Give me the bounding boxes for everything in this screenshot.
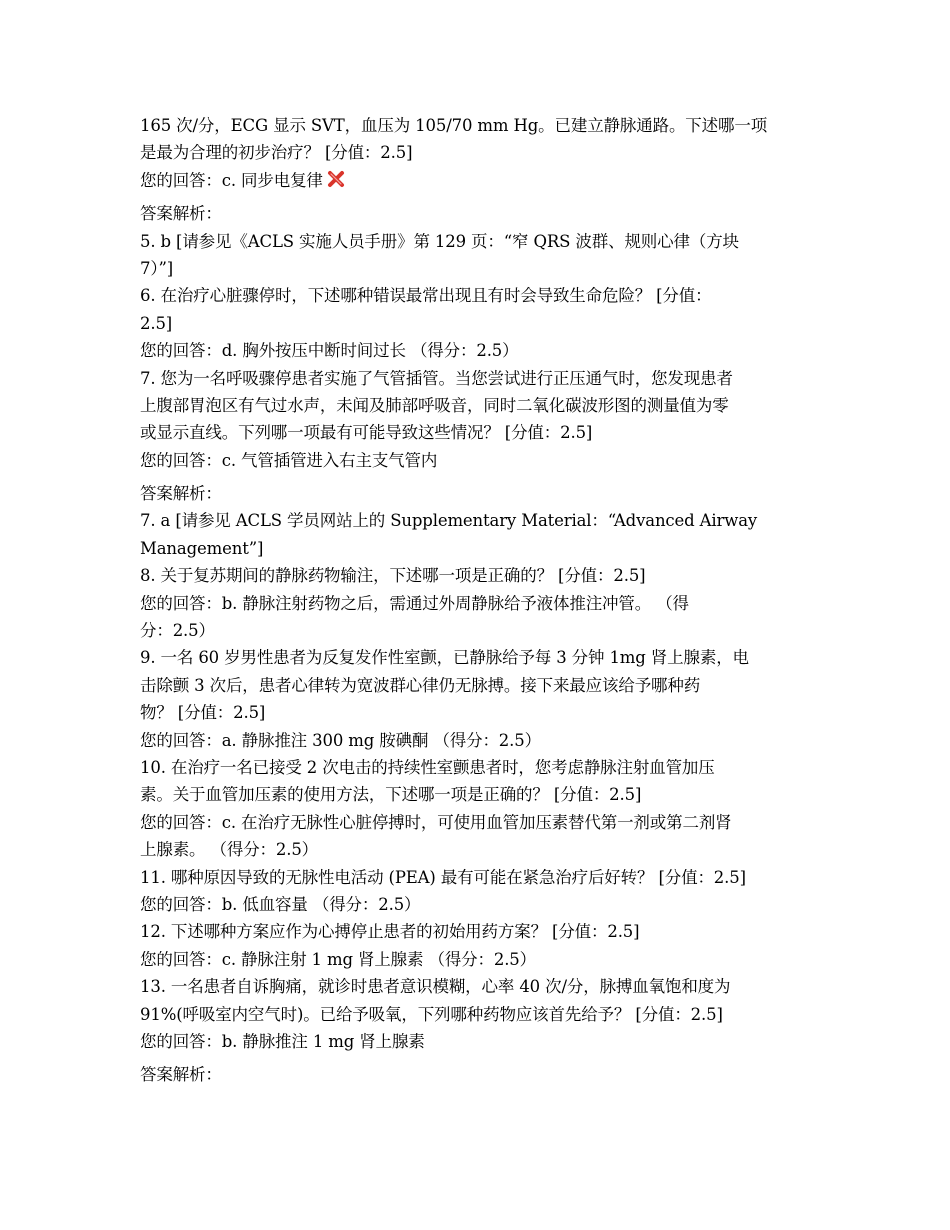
paragraph	[140, 864, 816, 891]
line-text: 6. 在治疗心脏骤停时，下述哪种错误最常出现且有时会导致生命危险？ [分值：	[140, 286, 712, 306]
text-line	[140, 781, 816, 808]
text-line	[140, 699, 816, 726]
paragraph	[140, 891, 816, 918]
paragraph	[140, 365, 816, 447]
paragraph	[140, 809, 816, 864]
text-line	[140, 1028, 816, 1055]
text-line	[140, 754, 816, 781]
text-line	[140, 672, 816, 699]
text-line	[140, 535, 816, 562]
text-line	[140, 507, 816, 534]
line-text: 答案解析：	[140, 204, 222, 224]
document-page	[140, 112, 816, 1089]
text-line	[140, 228, 816, 255]
paragraph	[140, 918, 816, 945]
paragraph	[140, 282, 816, 337]
line-text: 您的回答：d. 胸外按压中断时间过长 （得分：2.5）	[140, 341, 519, 361]
text-line	[140, 255, 816, 282]
line-text: 10. 在治疗一名已接受 2 次电击的持续性室颤患者时，您考虑静脉注射血管加压	[140, 757, 715, 777]
line-text: 11. 哪种原因导致的无脉性电活动 (PEA) 最有可能在紧急治疗后好转？ [分值：2.5]	[140, 867, 746, 887]
text-line	[140, 809, 816, 836]
line-text: 您的回答：c. 在治疗无脉性心脏停搏时，可使用血管加压素替代第一剂或第二剂肾	[140, 812, 732, 832]
paragraph	[140, 973, 816, 1028]
paragraph	[140, 1061, 816, 1088]
paragraph	[140, 946, 816, 973]
paragraph	[140, 167, 816, 194]
text-line	[140, 617, 816, 644]
line-text: 您的回答：b. 低血容量 （得分：2.5）	[140, 894, 421, 914]
line-text: 7. 您为一名呼吸骤停患者实施了气管插管。当您尝试进行正压通气时，您发现患者	[140, 368, 733, 388]
paragraph	[140, 1028, 816, 1055]
text-line	[140, 973, 816, 1000]
text-line	[140, 419, 816, 446]
text-line	[140, 918, 816, 945]
paragraph	[140, 447, 816, 474]
paragraph	[140, 507, 816, 562]
paragraph	[140, 754, 816, 809]
paragraph	[140, 727, 816, 754]
text-line	[140, 139, 816, 166]
cross-mark-icon	[327, 169, 345, 196]
line-text: 击除颤 3 次后，患者心律转为宽波群心律仍无脉搏。接下来最应该给予哪种药	[140, 675, 701, 695]
paragraph	[140, 590, 816, 645]
text-line	[140, 644, 816, 671]
text-line	[140, 891, 816, 918]
paragraph	[140, 228, 816, 283]
line-text: Management”]	[140, 538, 264, 558]
line-text: 素。关于血管加压素的使用方法，下述哪一项是正确的？ [分值：2.5]	[140, 785, 642, 805]
line-text: 13. 一名患者自诉胸痛，就诊时患者意识模糊，心率 40 次/分，脉搏血氧饱和度为	[140, 977, 731, 997]
line-text: 您的回答：a. 静脉推注 300 mg 胺碘酮 （得分：2.5）	[140, 730, 541, 750]
text-line	[140, 836, 816, 863]
text-line	[140, 864, 816, 891]
text-line	[140, 365, 816, 392]
line-text: 5. b [请参见《ACLS 实施人员手册》第 129 页：“窄 QRS 波群、规则心律（方块	[140, 231, 739, 251]
text-line	[140, 392, 816, 419]
line-text: 9. 一名 60 岁男性患者为反复发作性室颤，已静脉给予每 3 分钟 1mg 肾上腺素，电	[140, 648, 749, 668]
paragraph	[140, 644, 816, 726]
line-text: 8. 关于复苏期间的静脉药物输注，下述哪一项是正确的？ [分值：2.5]	[140, 566, 646, 586]
paragraph	[140, 112, 816, 167]
text-line	[140, 480, 816, 507]
text-line	[140, 562, 816, 589]
line-text: 分：2.5）	[140, 621, 215, 641]
paragraph	[140, 200, 816, 227]
text-line	[140, 310, 816, 337]
text-line	[140, 727, 816, 754]
line-text: 物？ [分值：2.5]	[140, 703, 266, 723]
line-text: 165 次/分，ECG 显示 SVT，血压为 105/70 mm Hg。已建立静脉通路。下述哪一项	[140, 116, 768, 135]
text-line	[140, 1001, 816, 1028]
line-text: 您的回答：c. 静脉注射 1 mg 肾上腺素 （得分：2.5）	[140, 949, 537, 969]
text-line	[140, 167, 816, 194]
line-text: 12. 下述哪种方案应作为心搏停止患者的初始用药方案？ [分值：2.5]	[140, 922, 640, 942]
paragraph	[140, 480, 816, 507]
line-text: 答案解析：	[140, 1065, 222, 1085]
line-text: 是最为合理的初步治疗？ [分值：2.5]	[140, 143, 413, 163]
text-line	[140, 946, 816, 973]
text-line	[140, 200, 816, 227]
line-text: 7）”]	[140, 258, 174, 278]
text-line	[140, 590, 816, 617]
line-text: 91%(呼吸室内空气时)。已给予吸氧，下列哪种药物应该首先给予？ [分值：2.5]	[140, 1004, 723, 1024]
text-line	[140, 282, 816, 309]
line-text: 您的回答：c. 同步电复律	[140, 170, 323, 190]
paragraph	[140, 337, 816, 364]
paragraph	[140, 562, 816, 589]
line-text: 上腹部胃泡区有气过水声，未闻及肺部呼吸音，同时二氧化碳波形图的测量值为零	[140, 395, 729, 415]
line-text: 7. a [请参见 ACLS 学员网站上的 Supplementary Material：“Advanced Airway	[140, 511, 758, 531]
text-line	[140, 337, 816, 364]
text-line	[140, 1061, 816, 1088]
line-text: 您的回答：b. 静脉推注 1 mg 肾上腺素	[140, 1031, 425, 1051]
line-text: 您的回答：b. 静脉注射药物之后，需通过外周静脉给予液体推注冲管。 （得	[140, 593, 689, 613]
line-text: 或显示直线。下列哪一项最有可能导致这些情况？ [分值：2.5]	[140, 423, 593, 443]
text-line	[140, 447, 816, 474]
line-text: 答案解析：	[140, 484, 222, 504]
text-line	[140, 112, 816, 139]
line-text: 上腺素。 （得分：2.5）	[140, 840, 319, 860]
line-text: 您的回答：c. 气管插管进入右主支气管内	[140, 450, 438, 470]
line-text: 2.5]	[140, 313, 173, 333]
